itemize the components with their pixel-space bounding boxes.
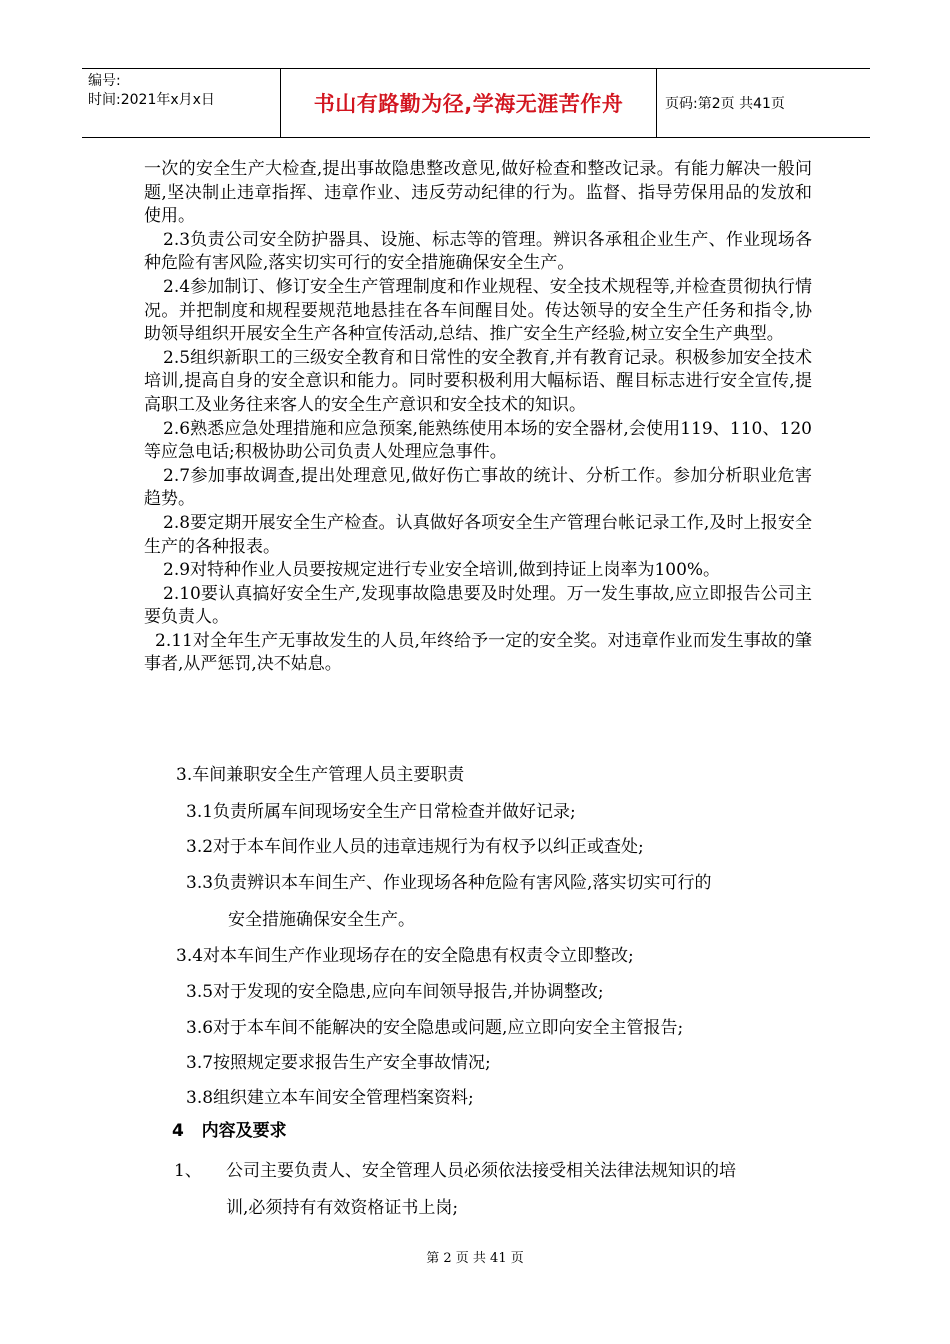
section3-item: 3.8组织建立本车间安全管理档案资料; xyxy=(186,1088,474,1108)
paragraph-2-3: 2.3负责公司安全防护器具、设施、标志等的管理。辨识各承租企业生产、作业现场各种危险有害风险,落实切实可行的安全措施确保安全生产。 xyxy=(144,229,812,274)
paragraph-0: 一次的安全生产大检查,提出事故隐患整改意见,做好检查和整改记录。有能力解决一般问题,坚决制止违章指挥、违章作业、违反劳动纪律的行为。监督、指导劳保用品的发放和使用。 xyxy=(144,159,812,227)
paragraph-2-6: 2.6熟悉应急处理措施和应急预案,能熟练使用本场的安全器材,会使用119、110、120等应急电话;积极协助公司负责人处理应急事件。 xyxy=(144,418,812,463)
section4-title: 4 内容及要求 xyxy=(172,1121,287,1141)
section3-item: 3.3负责辨识本车间生产、作业现场各种危险有害风险,落实切实可行的 xyxy=(186,873,712,893)
paragraph-2-7: 2.7参加事故调查,提出处理意见,做好伤亡事故的统计、分析工作。参加分析职业危害趋势。 xyxy=(144,465,812,510)
page-footer: 第 2 页 共 41 页 xyxy=(426,1251,524,1266)
section3-item: 3.1负责所属车间现场安全生产日常检查并做好记录; xyxy=(186,802,576,822)
paragraph-2-10: 2.10要认真搞好安全生产,发现事故隐患要及时处理。万一发生事故,应立即报告公司主要负责人。 xyxy=(144,583,812,628)
paragraph-2-5: 2.5组织新职工的三级安全教育和日常性的安全教育,并有教育记录。积极参加安全技术培训,提高自身的安全意识和能力。同时要积极利用大幅标语、醒目标志进行安全宣传,提高职工及业务往来客人的安全生产意识和安全技术的知识。 xyxy=(144,347,812,415)
section4-item-text: 公司主要负责人、安全管理人员必须依法接受相关法律法规知识的培 xyxy=(226,1161,736,1181)
paragraph-2-11: 2.11对全年生产无事故发生的人员,年终给予一定的安全奖。对违章作业而发生事故的肇事者,从严惩罚,决不姑息。 xyxy=(144,630,812,675)
section3-item: 3.2对于本车间作业人员的违章违规行为有权予以纠正或查处; xyxy=(186,837,644,857)
paragraph-2-9: 2.9对特种作业人员要按规定进行专业安全培训,做到持证上岗率为100%。 xyxy=(163,560,721,581)
section3-item: 3.7按照规定要求报告生产安全事故情况; xyxy=(186,1053,491,1073)
section3-item-cont: 安全措施确保安全生产。 xyxy=(228,910,415,930)
section4-item-text-cont: 训,必须持有有效资格证书上岗; xyxy=(226,1198,459,1218)
header-page-label: 页码:第2页 共41页 xyxy=(665,96,785,112)
document-body xyxy=(144,158,812,677)
page-header xyxy=(82,68,870,138)
number-label: 编号: xyxy=(88,73,121,89)
section4-item-number: 1、 xyxy=(174,1161,202,1181)
paragraph-2-8: 2.8要定期开展安全生产检查。认真做好各项安全生产管理台帐记录工作,及时上报安全生产的各种报表。 xyxy=(144,512,812,557)
section3-item: 3.4对本车间生产作业现场存在的安全隐患有权责令立即整改; xyxy=(176,946,634,966)
section3-item: 3.6对于本车间不能解决的安全隐患或问题,应立即向安全主管报告; xyxy=(186,1018,684,1038)
section3-item: 3.5对于发现的安全隐患,应向车间领导报告,并协调整改; xyxy=(186,982,604,1002)
header-meta xyxy=(82,69,281,137)
time-label: 时间:2021年x月x日 xyxy=(88,92,215,108)
header-motto: 书山有路勤为径,学海无涯苦作舟 xyxy=(281,69,657,137)
paragraph-2-4: 2.4参加制订、修订安全生产管理制度和作业规程、安全技术规程等,并检查贯彻执行情况。并把制度和规程要规范地悬挂在各车间醒目处。传达领导的安全生产任务和指令,协助领导组织开展安全生产各种宣传活动,总结、推广安全生产经验,树立安全生产典型。 xyxy=(144,276,812,345)
section3-title: 3.车间兼职安全生产管理人员主要职责 xyxy=(176,765,465,785)
